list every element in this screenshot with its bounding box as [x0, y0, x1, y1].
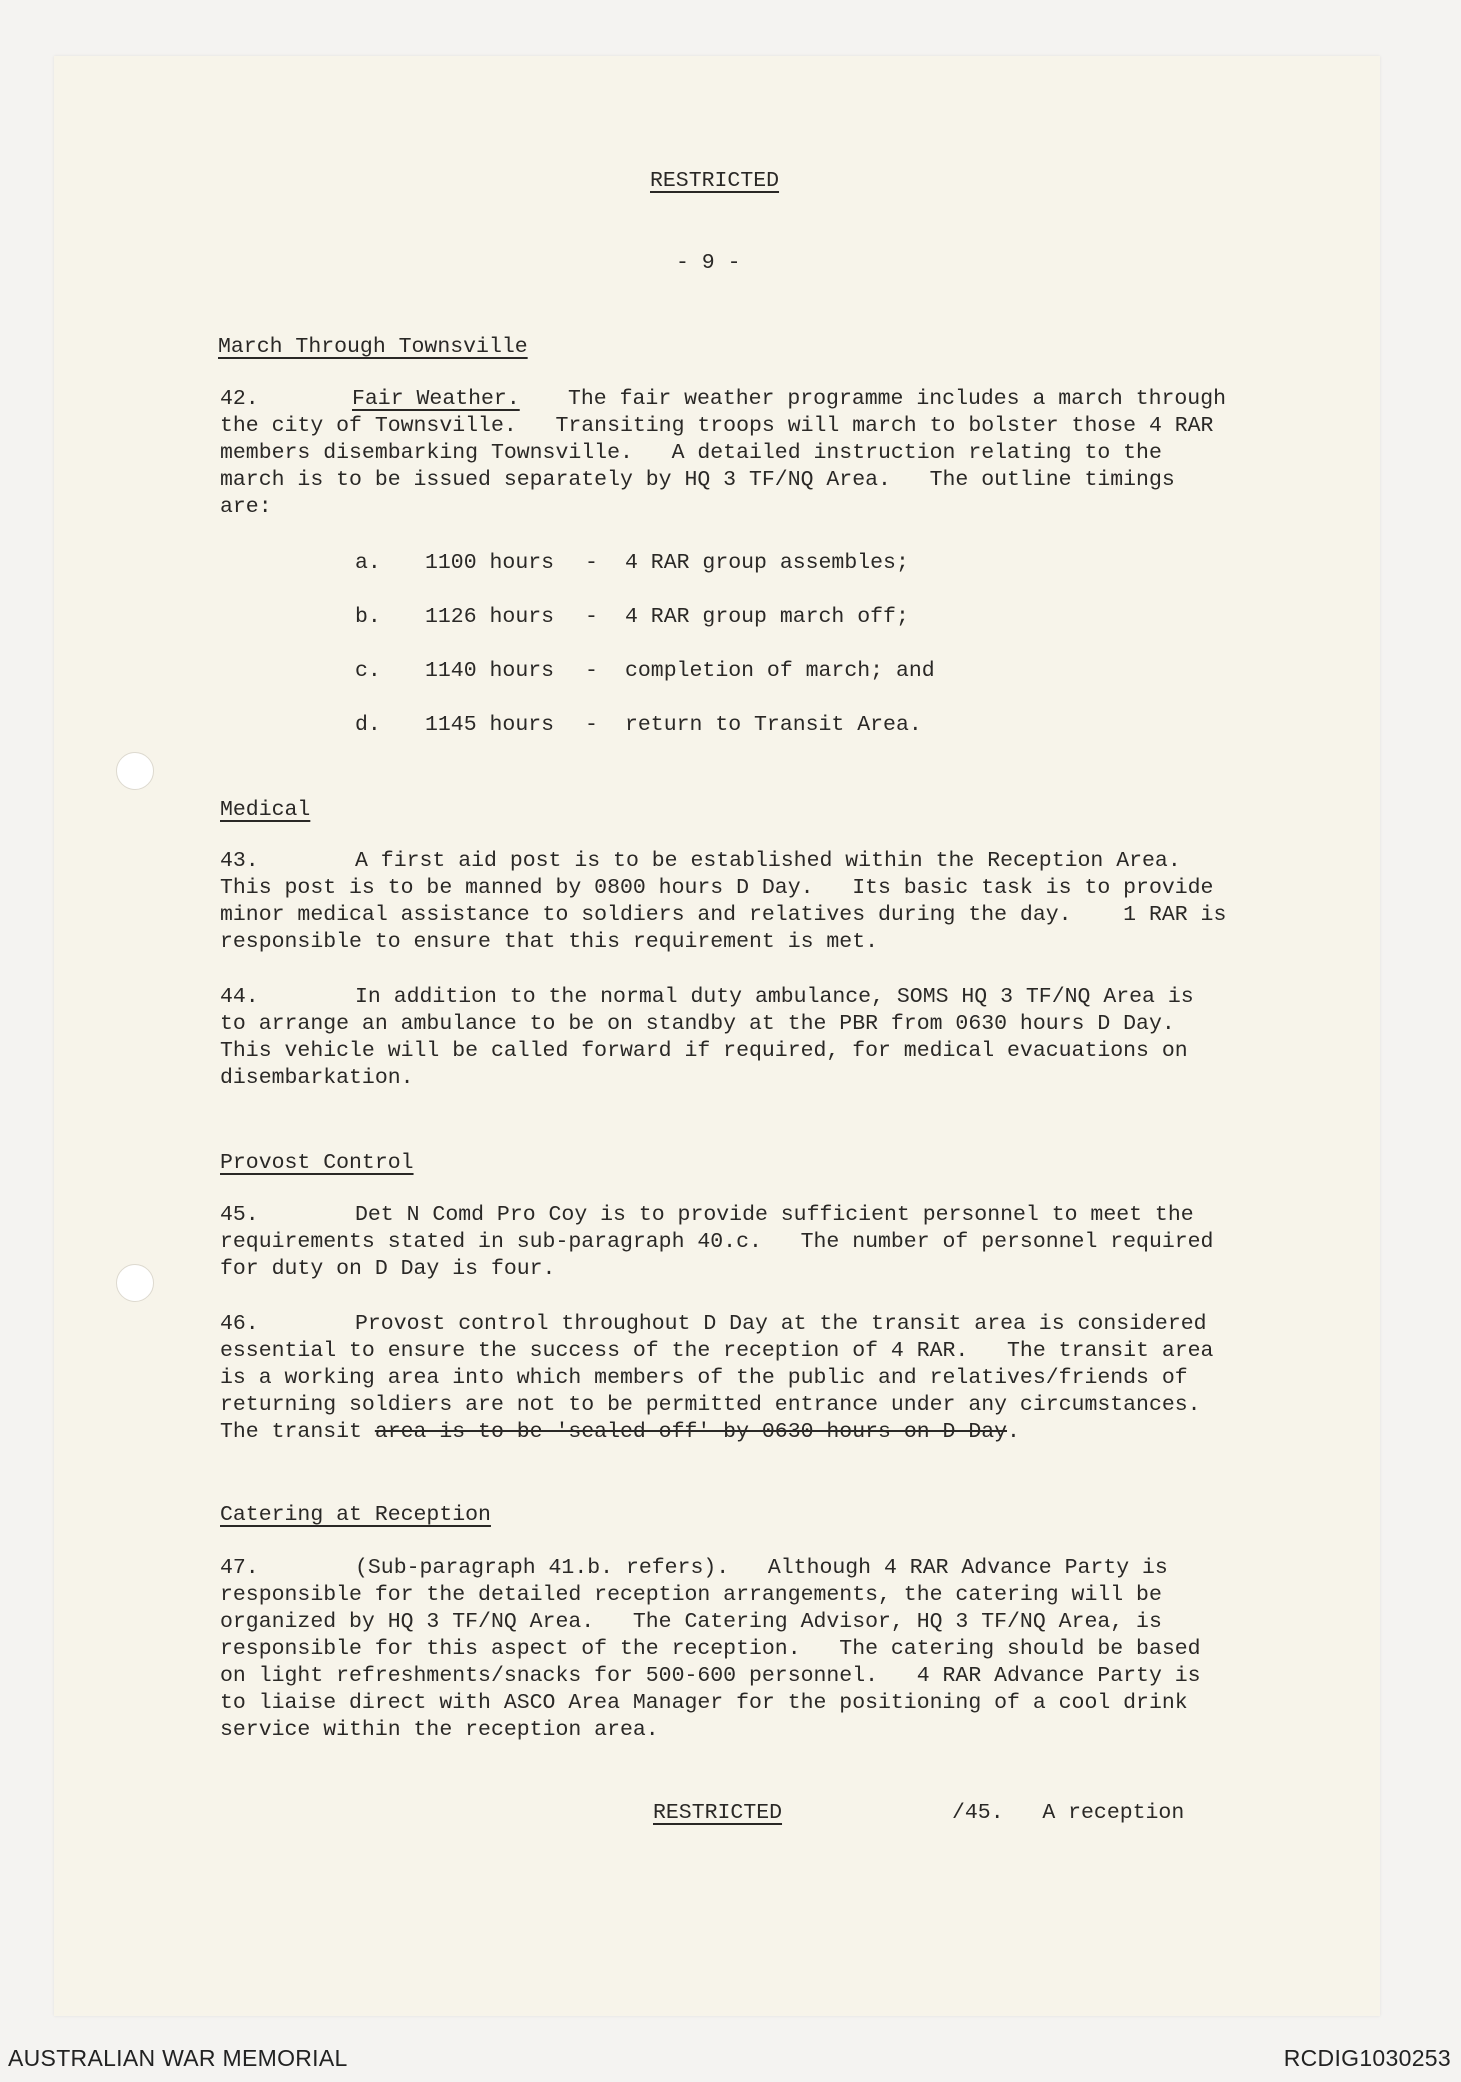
paragraph-line: Provost control throughout D Day at the transit area is considered	[355, 1312, 1207, 1336]
section-heading-medical: Medical	[220, 798, 311, 822]
struck-text: area is to be 'sealed off' by 0630 hours on D Day	[374, 1420, 1008, 1444]
paragraph-line: to liaise direct with ASCO Area Manager for the positioning of a cool drink	[220, 1691, 1188, 1715]
classification-footer: RESTRICTED	[653, 1801, 783, 1825]
paragraph-line: requirements stated in sub-paragraph 40.c. The number of personnel required	[220, 1230, 1214, 1254]
paragraph-line: responsible for the detailed reception arrangements, the catering will be	[220, 1583, 1162, 1607]
paragraph-line: minor medical assistance to soldiers and relatives during the day. 1 RAR is	[220, 903, 1227, 927]
paragraph-line: service within the reception area.	[220, 1718, 659, 1742]
paragraph-line: for duty on D Day is four.	[220, 1257, 556, 1281]
paragraph-number: 46.	[220, 1312, 259, 1336]
paragraph-line: responsible for this aspect of the reception. The catering should be based	[220, 1637, 1201, 1661]
paragraph-line: returning soldiers are not to be permitted entrance under any circumstances.	[220, 1393, 1201, 1417]
paragraph-line: essential to ensure the success of the reception of 4 RAR. The transit area	[220, 1339, 1214, 1363]
paragraph-line: the city of Townsville. Transiting troops will march to bolster those 4 RAR	[220, 414, 1214, 438]
punch-hole-lower	[116, 1264, 154, 1302]
item-time: 1100 hours	[425, 551, 555, 575]
paragraph-number: 45.	[220, 1203, 259, 1227]
paragraph-line: is a working area into which members of the public and relatives/friends of	[220, 1366, 1188, 1390]
paragraph-line: This post is to be manned by 0800 hours D Day. Its basic task is to provide	[220, 876, 1214, 900]
punch-hole-upper	[116, 752, 154, 790]
paragraph-line: to arrange an ambulance to be on standby at the PBR from 0630 hours D Day.	[220, 1012, 1175, 1036]
section-heading-catering: Catering at Reception	[220, 1503, 491, 1527]
item-letter: a.	[355, 551, 381, 575]
item-description: return to Transit Area.	[625, 713, 922, 737]
classification-header: RESTRICTED	[650, 169, 780, 193]
paragraph-number: 44.	[220, 985, 259, 1009]
paragraph-line: disembarkation.	[220, 1066, 414, 1090]
paragraph-line: are:	[220, 495, 272, 519]
paragraph-line: on light refreshments/snacks for 500-600 personnel. 4 RAR Advance Party is	[220, 1664, 1201, 1688]
archive-credit: AUSTRALIAN WAR MEMORIAL	[8, 2045, 348, 2071]
paragraph-line	[220, 1419, 1020, 1446]
section-heading-provost: Provost Control	[220, 1151, 414, 1175]
plain-text: The transit	[220, 1420, 375, 1444]
paragraph-title: Fair Weather.	[352, 387, 520, 411]
item-dash: -	[585, 605, 598, 629]
archive-reference: RCDIG1030253	[1283, 2045, 1451, 2071]
continuation-catchword: /45. A reception	[952, 1801, 1185, 1825]
paragraph-line: march is to be issued separately by HQ 3 TF/NQ Area. The outline timings	[220, 468, 1175, 492]
paragraph-number: 43.	[220, 849, 259, 873]
paragraph-line: members disembarking Townsville. A detailed instruction relating to the	[220, 441, 1162, 465]
paragraph-line: organized by HQ 3 TF/NQ Area. The Catering Advisor, HQ 3 TF/NQ Area, is	[220, 1610, 1162, 1634]
paragraph-line: In addition to the normal duty ambulance, SOMS HQ 3 TF/NQ Area is	[355, 985, 1194, 1009]
paragraph-line: The fair weather programme includes a march through	[568, 387, 1227, 411]
paragraph-line: (Sub-paragraph 41.b. refers). Although 4 RAR Advance Party is	[355, 1556, 1168, 1580]
paragraph-number: 47.	[220, 1556, 259, 1580]
item-letter: b.	[355, 605, 381, 629]
page-number: - 9 -	[676, 251, 741, 275]
item-letter: c.	[355, 659, 381, 683]
item-description: completion of march; and	[625, 659, 935, 683]
item-dash: -	[585, 659, 598, 683]
paragraph-line: responsible to ensure that this requirement is met.	[220, 930, 879, 954]
paragraph-line: A first aid post is to be established within the Reception Area.	[355, 849, 1181, 873]
item-description: 4 RAR group assembles;	[625, 551, 909, 575]
plain-text: .	[1007, 1420, 1020, 1444]
paragraph-number: 42.	[220, 387, 259, 411]
paragraph-line: This vehicle will be called forward if required, for medical evacuations on	[220, 1039, 1188, 1063]
item-description: 4 RAR group march off;	[625, 605, 909, 629]
item-time: 1126 hours	[425, 605, 555, 629]
item-time: 1140 hours	[425, 659, 555, 683]
item-dash: -	[585, 551, 598, 575]
section-heading-march: March Through Townsville	[218, 335, 528, 359]
item-letter: d.	[355, 713, 381, 737]
item-time: 1145 hours	[425, 713, 555, 737]
paragraph-line: Det N Comd Pro Coy is to provide sufficient personnel to meet the	[355, 1203, 1194, 1227]
item-dash: -	[585, 713, 598, 737]
